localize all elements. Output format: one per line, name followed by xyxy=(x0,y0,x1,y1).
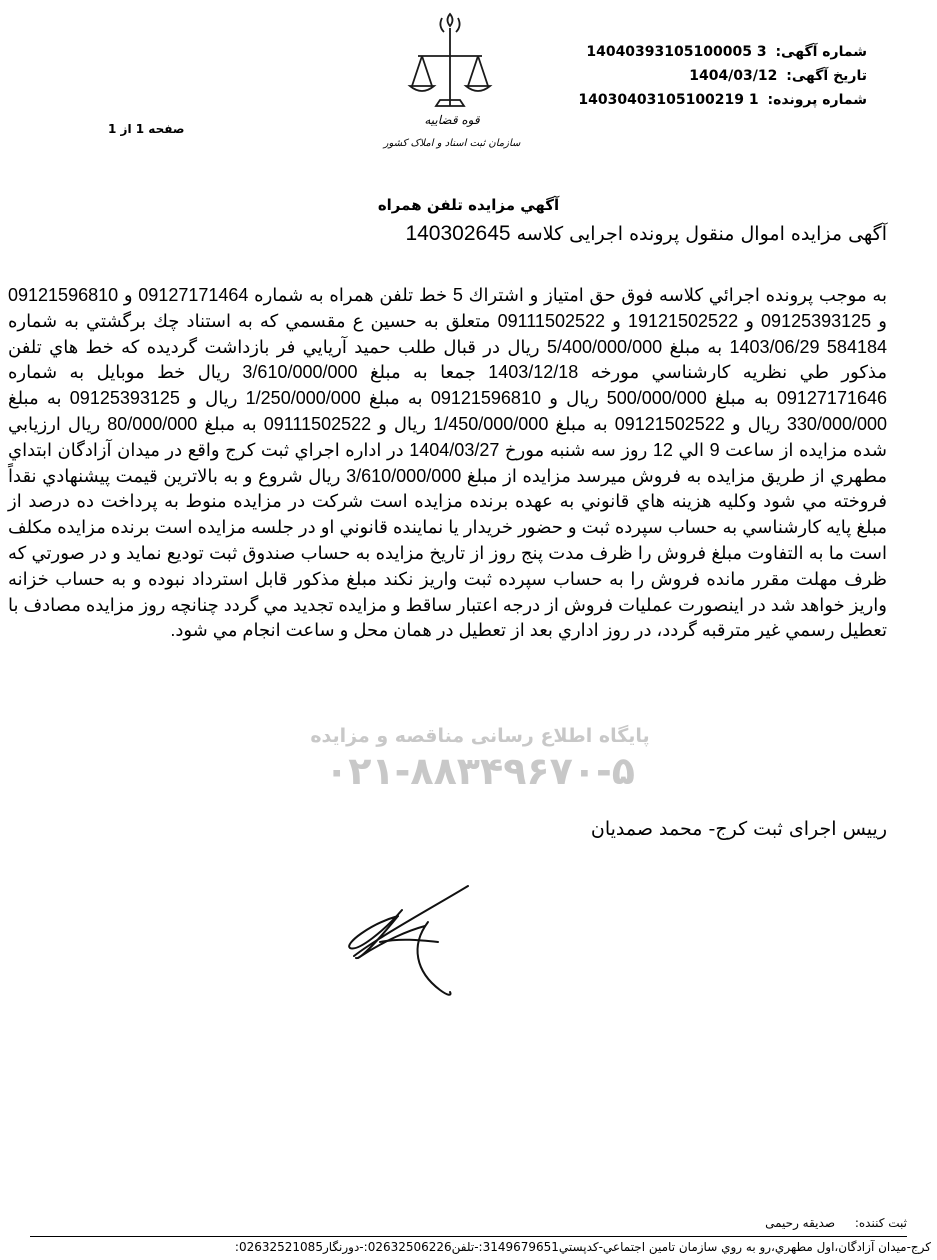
ad-number: 14040393105100005 3 xyxy=(586,44,767,60)
page-title: آگهي مزايده تلفن همراه xyxy=(377,196,560,214)
ad-meta xyxy=(567,40,867,112)
registrar xyxy=(765,1216,907,1230)
file-number-row xyxy=(567,88,867,112)
registrar-name: صدیقه رحیمی xyxy=(765,1216,836,1230)
ad-number-label: شماره آگهی: xyxy=(775,44,867,60)
ad-date: 1404/03/12 xyxy=(689,68,778,84)
subtitle-text: آگهی مزایده اموال منقول پرونده اجرایی کلاسه xyxy=(516,223,887,245)
footer-address: کرج-ميدان آزادگان،اول مطهري،رو به روي سازمان تامين اجتماعي-کدپستي3149679651:-تلفن02632506226:-دورنگار02632521085: xyxy=(234,1240,931,1254)
ad-body-paragraph: به موجب پرونده اجرائي كلاسه فوق حق امتياز و اشتراك 5 خط تلفن همراه به شماره 09127171464 و 09121596810 و 09125393125 و 19121502522 و 09111502522 متعلق به حسين ع مقسمي كه به استناد چك برگشتي به شماره 584184 1403/06/29 به مبلغ 5/400/000/000 ريال در قبال طلب حميد آريايي فر بازداشت گرديده كه خط هاي تلفن مذكور طي نظريه كارشناسي مورخه 1403/12/18 جمعا به مبلغ 3/610/000/000 ريال خط موبايل به شماره 09127171646 به مبلغ 500/000/000 ريال و 09121596810 به مبلغ 1/250/000/000 ريال و 09125393125 به مبلغ 330/000/000 ريال و 09121502522 به مبلغ 1/450/000/000 ريال و 09111502522 به مبلغ 80/000/000 ريال ارزيابي شده مزايده از ساعت 9 الي 12 روز سه شنبه مورخ 1404/03/27 در اداره اجراي ثبت كرج واقع در ميدان آزادگان ابتداي مطهري از طريق مزايده به فروش ميرسد مزايده از مبلغ 3/610/000/000 ريال شروع و به بالاترين قيمت پيشنهادي نقداً فروخته مي شود وكليه هزينه هاي قانوني به عهده برنده مزايده است شركت در مزايده منوط به پرداخت ده درصد از مبلغ پايه كارشناسي به حساب سپرده ثبت و حضور خريدار يا نماينده قانوني او در جلسه مزايده است برنده مزايده مكلف است ما به التفاوت مبلغ فروش را ظرف مدت پنج روز از تاريخ مزايده به حساب صندوق ثبت توديع نمايد و در صورتي كه ظرف مهلت مقرر مانده فروش را به حساب سپرده ثبت واريز نكند مبلغ مذكور قابل استرداد نبوده و به حساب خزانه واريز خواهد شد در اينصورت عمليات فروش از درجه اعتبار ساقط و مزايده تجديد مي گردد چنانچه روز مزايده مصادف با تعطيل رسمي غير مترقبه گردد، در روز اداري بعد از تعطيل در همان محل و ساعت انجام مي شود. xyxy=(8,285,888,641)
registrar-label: ثبت کننده: xyxy=(854,1216,907,1230)
watermark-text: پایگاه اطلاع رسانی مناقصه و مزایده xyxy=(310,725,650,747)
ad-number-row xyxy=(567,40,867,64)
ad-date-label: تاریخ آگهی: xyxy=(786,68,867,84)
subtitle xyxy=(405,222,887,246)
watermark-phone: ۰۲۱-۸۸۳۴۹۶۷۰-۵ xyxy=(325,749,635,793)
footer-divider xyxy=(30,1236,907,1237)
file-number-label: شماره پرونده: xyxy=(767,92,867,108)
emblem-line-1: قوه قضاییه xyxy=(424,113,480,127)
page-indicator: صفحه 1 از 1 xyxy=(108,122,185,136)
signer-name: رییس اجرای ثبت کرج- محمد صمدیان xyxy=(590,818,887,840)
case-number: 140302645 xyxy=(405,222,511,245)
judiciary-emblem-logo xyxy=(380,6,530,156)
watermark xyxy=(300,725,660,793)
file-number: 14030403105100219 1 xyxy=(578,92,759,108)
handwritten-signature xyxy=(340,880,490,1010)
ad-date-row xyxy=(567,64,867,88)
emblem-line-2: سازمان ثبت اسناد و املاک کشور xyxy=(383,138,521,149)
